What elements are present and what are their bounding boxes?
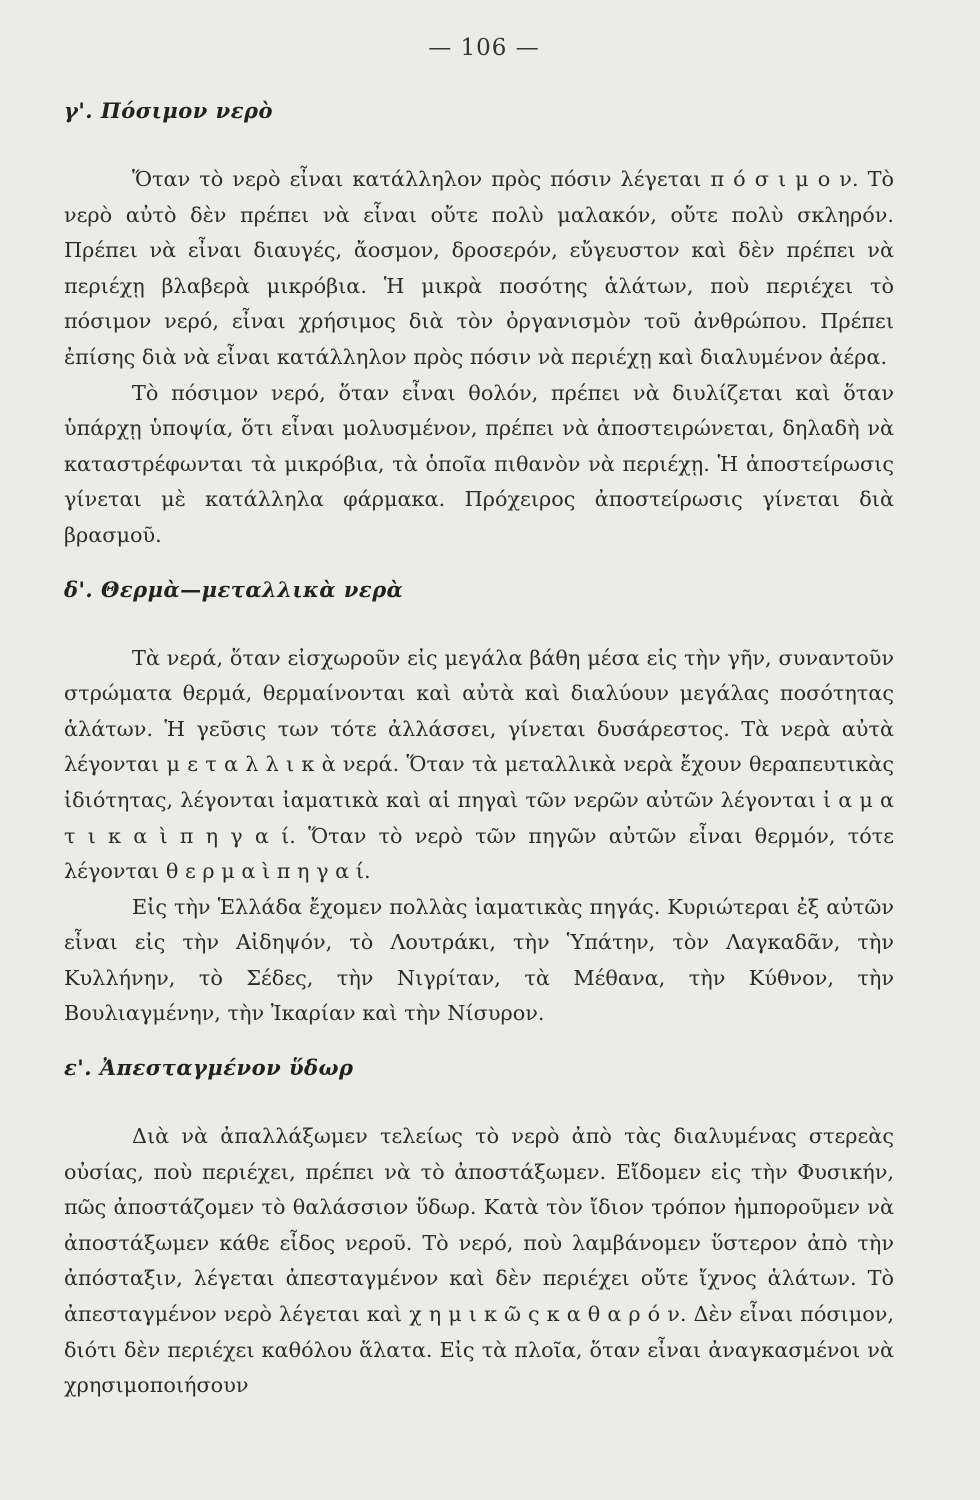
section-potable-water [64, 98, 894, 554]
paragraph: Ὅταν τὸ νερὸ εἶναι κατάλληλον πρὸς πόσιν λέγεται π ό σ ι μ ο ν. Τὸ νερὸ αὐτὸ δὲν πρέπει νὰ εἶναι οὔτε πολὺ μαλακόν, οὔτε πολὺ σκληρόν. Πρέπει νὰ εἶναι διαυγές, ἄοσμον, δροσερόν, εὔγευστον καὶ δὲν πρέπει νὰ περιέχῃ βλαβερὰ μικρόβια. Ἡ μικρὰ ποσότης ἁλάτων, ποὺ περιέχει τὸ πόσιμον νερό, εἶναι χρήσιμος διὰ τὸν ὀργανισμὸν τοῦ ἀνθρώπου. Πρέπει ἐπίσης διὰ νὰ εἶναι κατάλληλον πρὸς πόσιν νὰ περιέχῃ καὶ διαλυμένον ἀέρα. [64, 167, 894, 369]
paragraph: Τὰ νερά, ὅταν εἰσχωροῦν εἰς μεγάλα βάθη μέσα εἰς τὴν γῆν, συναντοῦν στρώματα θερμά, θερμαίνονται καὶ αὐτὰ καὶ διαλύουν μεγάλας ποσότητας ἁλάτων. Ἡ γεῦσις των τότε ἀλλάσσει, γίνεται δυσάρεστος. Τὰ νερὰ αὐτὰ λέγονται μ ε τ α λ λ ι κ ὰ νερά. Ὅταν τὰ μεταλλικὰ νερὰ ἔχουν θεραπευτικὰς ἰδιότητας, λέγονται ἰαματικὰ καὶ αἱ πηγαὶ τῶν νερῶν αὐτῶν λέγονται ἰ α μ α τ ι κ α ὶ π η γ α ί. Ὅταν τὸ νερὸ τῶν πηγῶν αὐτῶν εἶναι θερμόν, τότε λέγονται θ ε ρ μ α ὶ π η γ α ί. [64, 645, 894, 884]
section-heading-thermal-mineral-waters: δ'. Θερμὰ—μεταλλικὰ νερὰ [64, 576, 404, 602]
paragraph: Τὸ πόσιμον νερό, ὅταν εἶναι θολόν, πρέπει νὰ διυλίζεται καὶ ὅταν ὑπάρχῃ ὑποψία, ὅτι εἶναι μολυσμένον, πρέπει νὰ ἀποστειρώνεται, δηλαδὴ νὰ καταστρέφωνται τὰ μικρόβια, τὰ ὁποῖα πιθανὸν νὰ περιέχῃ. Ἡ ἀποστείρωσις γίνεται μὲ κατάλληλα φάρμακα. Πρόχειρος ἀποστείρωσις γίνεται διὰ βρασμοῦ. [64, 380, 894, 547]
page-number: — 106 — [428, 35, 540, 61]
section-heading-distilled-water: ε'. Ἀπεσταγμένον ὕδωρ [64, 1055, 354, 1081]
paragraph: Διὰ νὰ ἀπαλλάξωμεν τελείως τὸ νερὸ ἀπὸ τὰς διαλυμένας στερεὰς οὐσίας, ποὺ περιέχει, πρέπει νὰ τὸ ἀποστάξωμεν. Εἴδομεν εἰς τὴν Φυσικήν, πῶς ἀποστάζομεν τὸ θαλάσσιον ὕδωρ. Κατὰ τὸν ἴδιον τρόπον ἠμποροῦμεν νὰ ἀποστάξωμεν κάθε εἶδος νεροῦ. Τὸ νερό, ποὺ λαμβάνομεν ὕστερον ἀπὸ τὴν ἀπόσταξιν, λέγεται ἀπεσταγμένον καὶ δὲν περιέχει οὔτε ἴχνος ἁλάτων. Τὸ ἀπεσταγμένον νερὸ λέγεται καὶ χ η μ ι κ ῶ ς κ α θ α ρ ό ν. Δὲν εἶναι πόσιμον, διότι δὲν περιέχει καθόλου ἅλατα. Εἰς τὰ πλοῖα, ὅταν εἶναι ἀναγκασμένοι νὰ χρησιμοποιήσουν [64, 1124, 894, 1398]
section-body-distilled-water [64, 1119, 894, 1404]
section-body-thermal-mineral-waters [64, 641, 894, 1033]
section-heading-potable-water: γ'. Πόσιμον νερὸ [64, 98, 273, 123]
paragraph: Εἰς τὴν Ἑλλάδα ἔχομεν πολλὰς ἰαματικὰς πηγάς. Κυριώτεραι ἐξ αὐτῶν εἶναι εἰς τὴν Αἰδηψόν, τὸ Λουτράκι, τὴν Ὑπάτην, τὸν Λαγκαδᾶν, τὴν Κυλλήνην, τὸ Σέδες, τὴν Νιγρίταν, τὰ Μέθανα, τὴν Κύθνον, τὴν Βουλιαγμένην, τὴν Ἰκαρίαν καὶ τὴν Νίσυρον. [64, 894, 894, 1026]
section-distilled-water [64, 1055, 894, 1404]
section-thermal-mineral-waters [64, 577, 894, 1033]
section-body-potable-water [64, 162, 894, 554]
